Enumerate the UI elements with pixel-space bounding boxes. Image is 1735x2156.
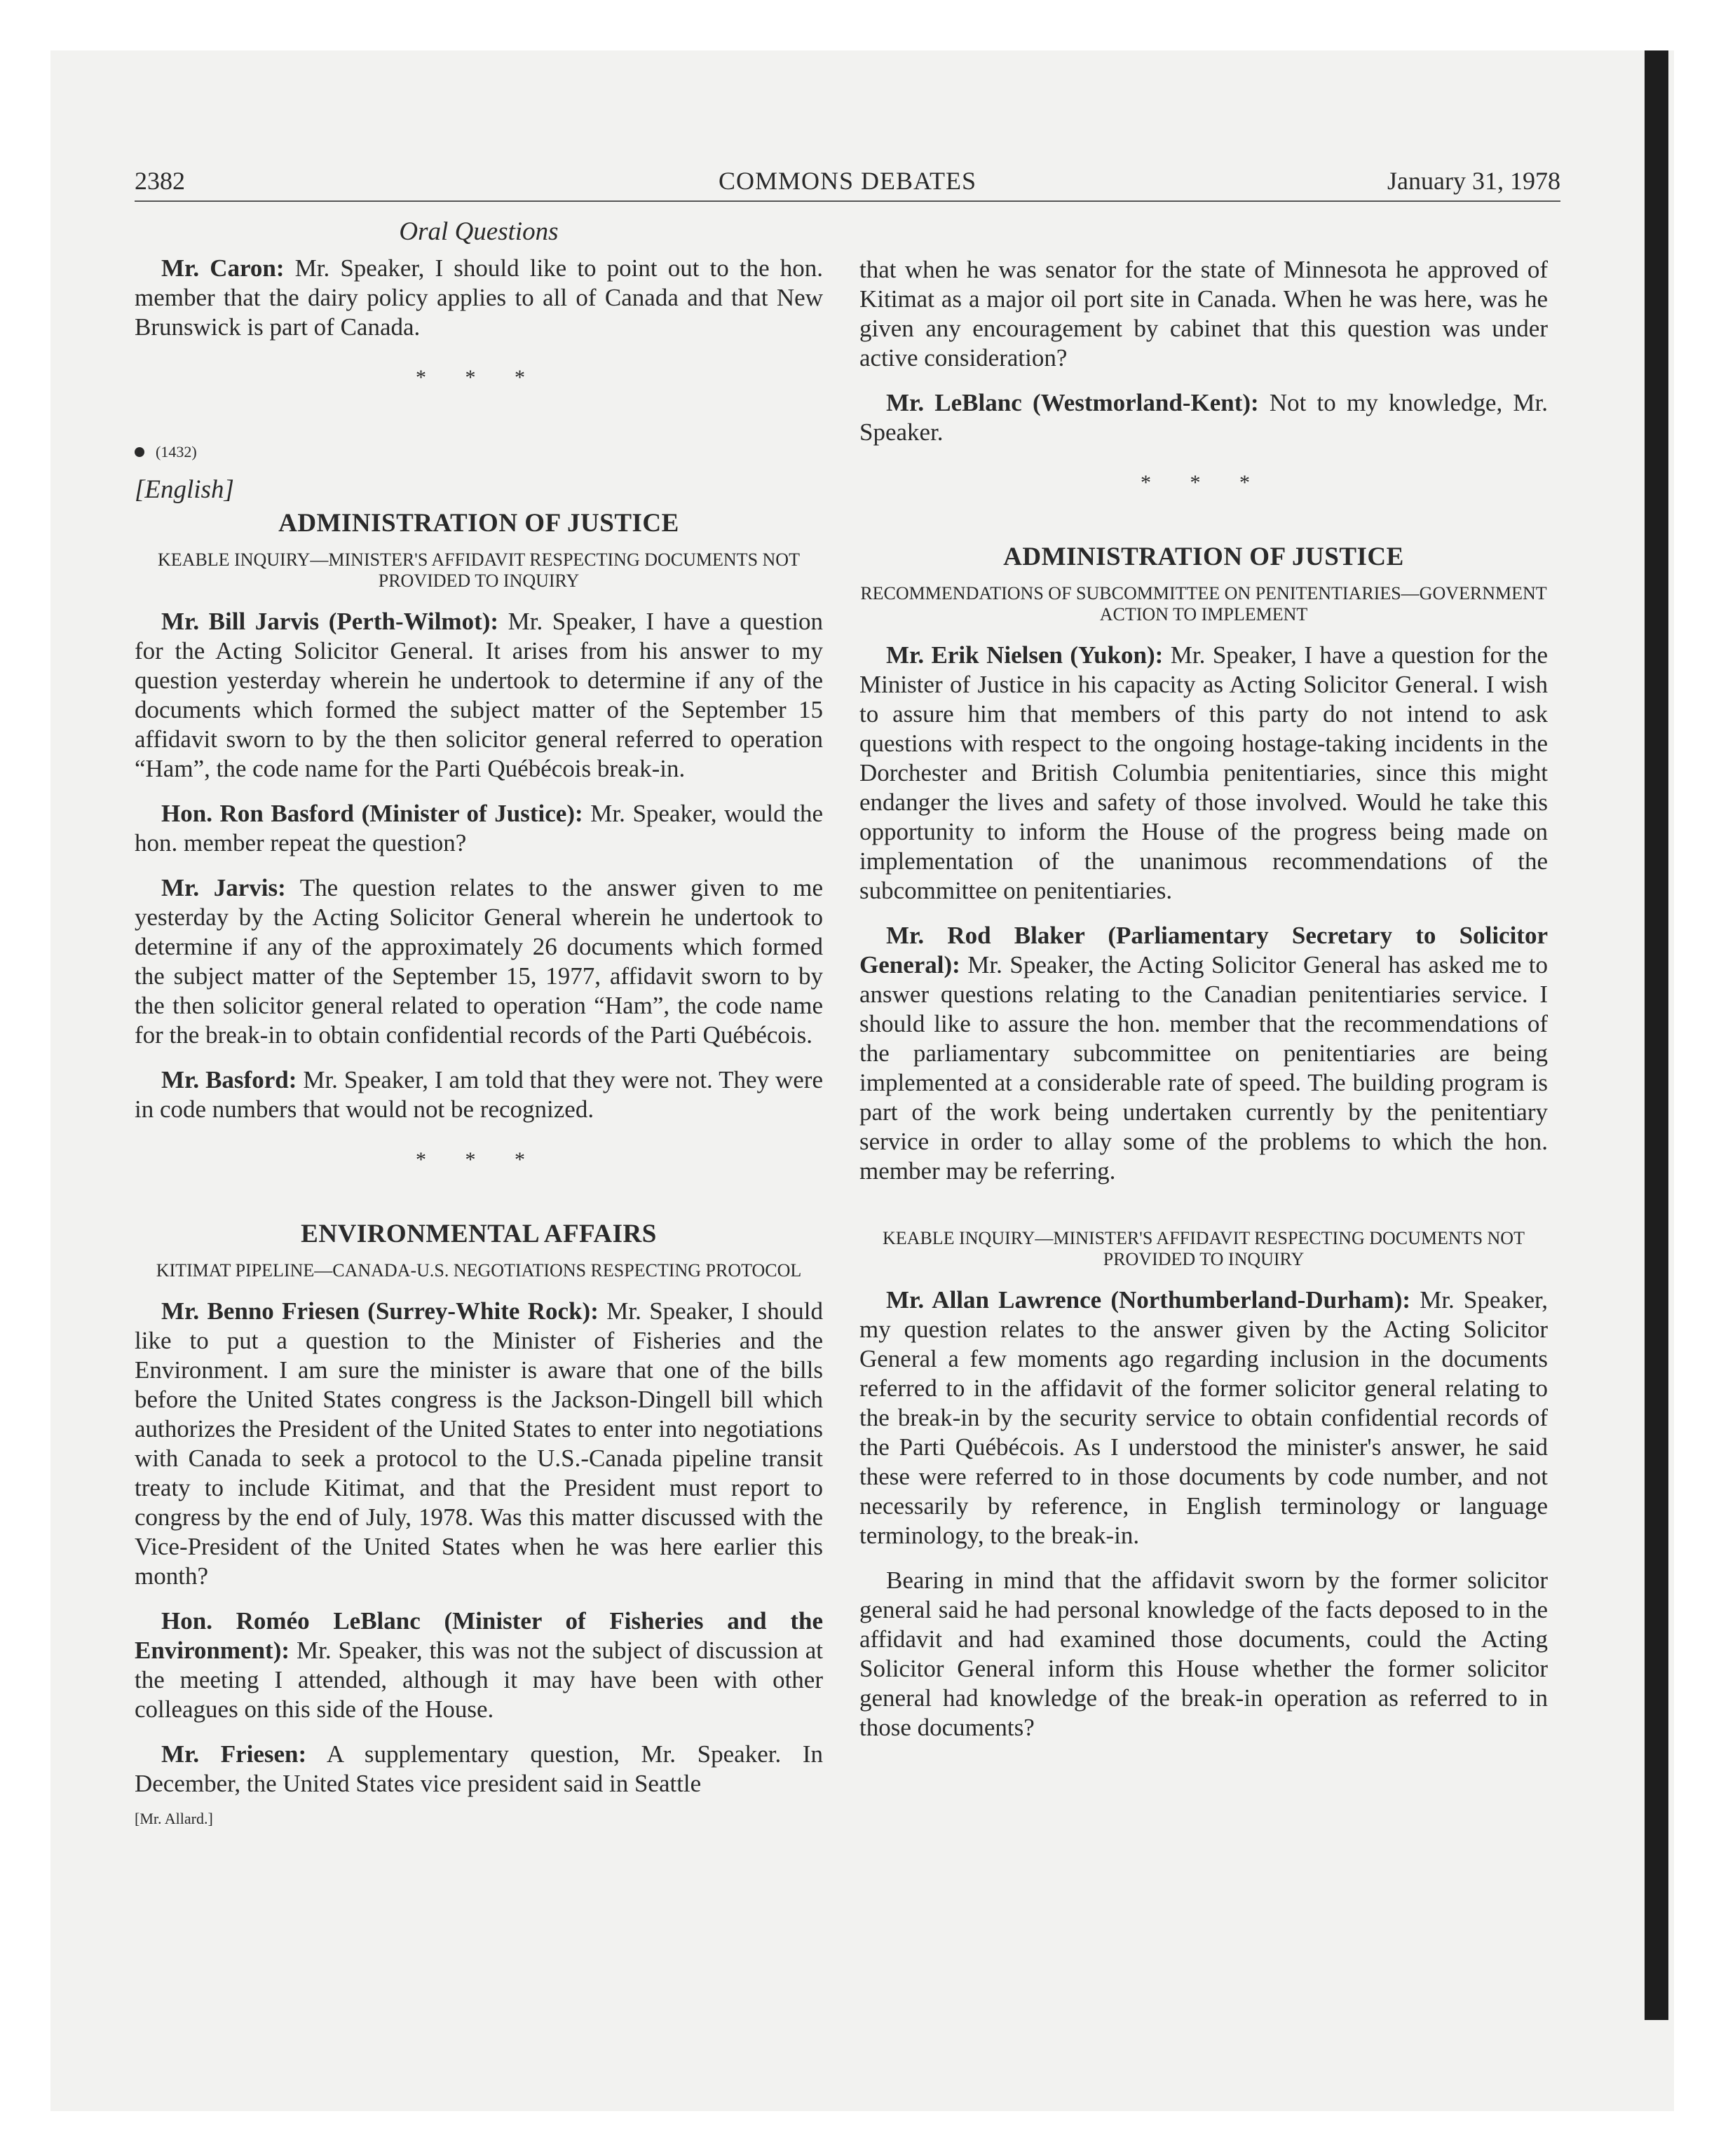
paragraph [135,1297,823,1591]
speaker-name: Mr. Caron: [161,254,285,282]
paragraph-text: Not to my knowledge, Mr. Speaker. [859,389,1548,446]
paragraph [135,1740,823,1799]
section-separator: * * * [416,1148,542,1171]
paragraph-text: Mr. Speaker, I have a question for the Acting Solicitor General. It arises from his answer to my question yesterday wherein he undertook to determine if any of the documents which formed the subject matter of the September 15 affidavit sworn to by the then solicitor general referred to operation “Ham”, the code name for the Parti Québécois break-in. [135,608,824,782]
subsection-heading: RECOMMENDATIONS OF SUBCOMMITTEE ON PENITENTIARIES—GOVERNMENT ACTION TO IMPLEMENT [860,583,1547,625]
section-label: Oral Questions [399,217,559,246]
speaker-name: Mr. Basford: [161,1066,297,1093]
paragraph-text: Mr. Speaker, I am told that they were not. They were in code numbers that would not be recognized. [135,1066,824,1123]
speaker-name: Hon. Roméo LeBlanc (Minister of Fisheries and the Environment): [135,1607,823,1664]
page-footnote: [Mr. Allard.] [135,1810,213,1827]
right-column [859,255,1548,1758]
language-label: [English] [135,475,234,504]
speaker-name: Mr. Bill Jarvis (Perth-Wilmot): [161,608,499,635]
issue-date: January 31, 1978 [1387,167,1560,195]
paragraph [135,254,823,342]
paragraph-text: The question relates to the answer given to me yesterday by the Acting Solicitor General wherein he undertook to determine if any of the approximately 26 documents which formed the subject matter of the September 15, 1977, affidavit sworn to by the then solicitor general related to operation “Ham”, the code name for the break-in to obtain confidential records of the Parti Québécois. [135,874,823,1049]
subsection-heading: KITIMAT PIPELINE—CANADA-U.S. NEGOTIATIONS RESPECTING PROTOCOL [156,1260,802,1281]
speaker-name: Hon. Ron Basford (Minister of Justice): [161,800,583,827]
paragraph-text: Mr. Speaker, I should like to point out to the hon. member that the dairy policy applies to all of Canada and that New Brunswick is part of Canada. [135,254,823,341]
speaker-name: Mr. Benno Friesen (Surrey-White Rock): [161,1297,599,1325]
running-header [135,165,1560,202]
section-heading: ADMINISTRATION OF JUSTICE [278,509,679,538]
paragraph [135,1065,823,1124]
speaker-name: Mr. Friesen: [161,1740,307,1768]
paragraph-text: Mr. Speaker, I have a question for the Minister of Justice in his capacity as Acting Solicitor General. I wish to assure him that members of this party do not intend to ask questions with respect to the ongoing hostage-taking incidents in the Dorchester and British Columbia penitentiaries, since this might endanger the lives and safety of those involved. Would he take this opportunity to inform the House of the progress being made on implementation of the unanimous recommendations of the subcommittee on penitentiaries. [859,641,1548,904]
binding-edge [1645,50,1668,2020]
subsection-heading: KEABLE INQUIRY—MINISTER'S AFFIDAVIT RESPECTING DOCUMENTS NOT PROVIDED TO INQUIRY [158,550,800,591]
paragraph [135,1606,823,1724]
time-marker-text: (1432) [156,443,197,460]
publication-title: COMMONS DEBATES [718,167,977,195]
time-marker [135,437,823,467]
paragraph-text: Mr. Speaker, I should like to put a question to the Minister of Fisheries and the Environment. I am sure the minister is aware that one of the bills before the United States congress is the Jackson-Dingell bill which authorizes the President of the United States to enter into negotiations with Canada to seek a protocol to the U.S.-Canada pipeline transit treaty to include Kitimat, and that the President must report to congress by the end of July, 1978. Was this matter discussed with the Vice-President of the United States when he was here earlier this month? [135,1297,823,1590]
paragraph [859,388,1548,447]
speaker-name: Mr. Allan Lawrence (Northumberland-Durham): [886,1286,1411,1314]
section-heading: ENVIRONMENTAL AFFAIRS [301,1220,657,1248]
paragraph: Bearing in mind that the affidavit sworn by the former solicitor general said he had personal knowledge of the facts deposed to in the affidavit and had examined those documents, could the Acting Solicitor General inform this House whether the former solicitor general had knowledge of the break-in operation as referred to in those documents? [859,1567,1548,1741]
paragraph-text: Mr. Speaker, my question relates to the answer given by the Acting Solicitor General a few moments ago regarding inclusion in the documents referred to in the affidavit of the former solicitor general relating to the break-in by the security service to obtain confidential records of the Parti Québécois. As I understood the minister's answer, he said these were referred to in those documents by code number, and not necessarily by reference, in English terminology or language terminology, to the break-in. [859,1286,1549,1549]
paragraph [135,799,823,858]
section-separator: * * * [416,366,542,389]
paragraph [135,607,823,784]
paragraph-text: A supplementary question, Mr. Speaker. In December, the United States vice president said in Seattle [135,1740,823,1797]
left-column [135,217,823,1834]
subsection-heading: KEABLE INQUIRY—MINISTER'S AFFIDAVIT RESPECTING DOCUMENTS NOT PROVIDED TO INQUIRY [883,1228,1525,1269]
bullet-icon [135,447,144,457]
paragraph-text: Mr. Speaker, the Acting Solicitor General has asked me to answer questions relating to the Canadian penitentiaries service. I should like to assure the hon. member that the recommendations of the parliamentary subcommittee on penitentiaries are being implemented at a considerable rate of speed. The building program is part of the work being undertaken currently by the penitentiary service in order to allay some of the problems to which the hon. member may be referring. [859,951,1548,1185]
speaker-name: Mr. LeBlanc (Westmorland-Kent): [886,389,1259,416]
paragraph [859,1285,1548,1550]
paragraph [859,921,1548,1186]
paragraph [859,641,1548,906]
paragraph-text: Mr. Speaker, this was not the subject of discussion at the meeting I attended, although it may have been with other colleagues on this side of the House. [135,1637,823,1723]
paragraph-continued: that when he was senator for the state of Minnesota he approved of Kitimat as a major oil port site in Canada. When he was here, was he given any encouragement by cabinet that this question was under active consideration? [859,256,1548,371]
paragraph [135,873,823,1050]
speaker-name: Mr. Rod Blaker (Parliamentary Secretary to Solicitor General): [859,922,1548,978]
section-separator: * * * [1141,471,1267,494]
speaker-name: Mr. Jarvis: [161,874,286,901]
paragraph-text: Mr. Speaker, would the hon. member repeat the question? [135,800,823,857]
section-heading: ADMINISTRATION OF JUSTICE [1003,543,1404,571]
page-number: 2382 [135,167,185,195]
speaker-name: Mr. Erik Nielsen (Yukon): [886,641,1164,669]
